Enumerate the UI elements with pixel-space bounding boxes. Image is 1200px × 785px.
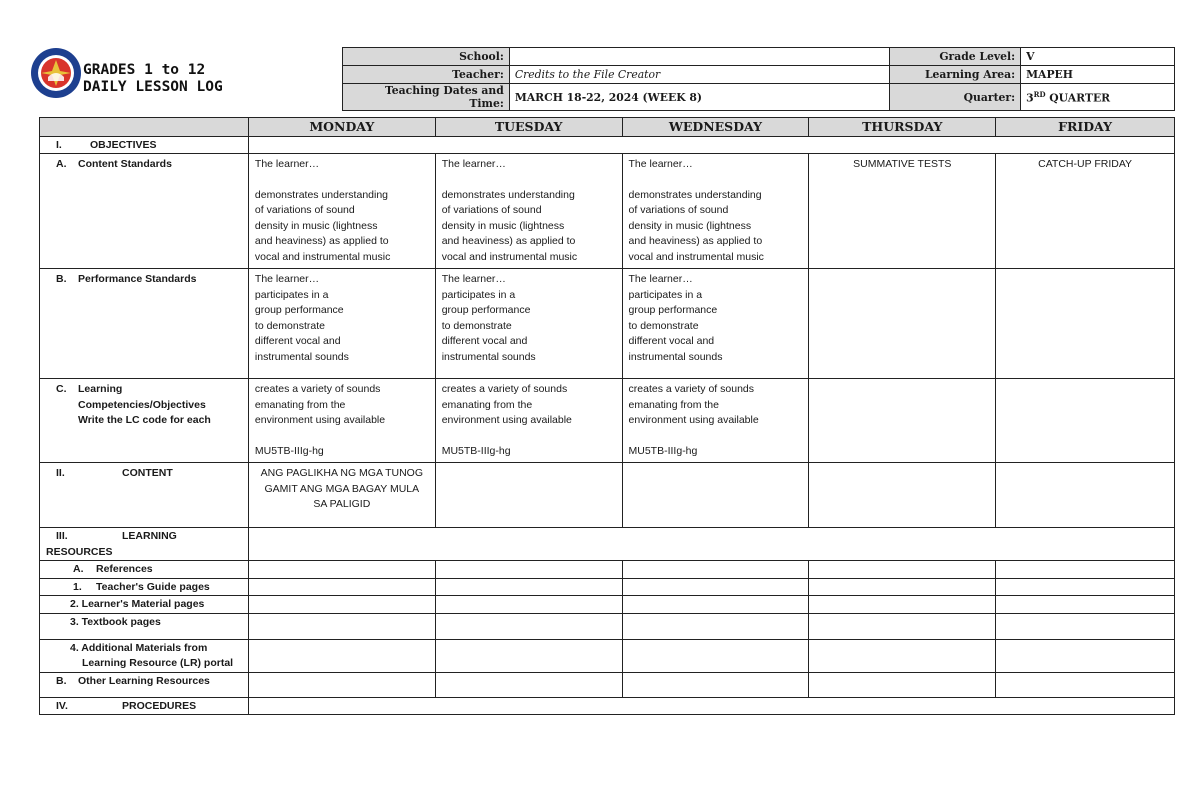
title-line-1: GRADES 1 to 12 <box>83 62 206 78</box>
other-resources-tuesday <box>435 672 622 697</box>
procedures-label: IV. PROCEDURES <box>40 697 249 715</box>
content-wednesday <box>622 463 809 528</box>
school-label: School: <box>343 48 510 66</box>
references-wednesday <box>622 561 809 579</box>
teacher-value: Credits to the File Creator <box>509 66 889 84</box>
procedures-row <box>40 697 1175 715</box>
grade-level-label: Grade Level: <box>890 48 1021 66</box>
quarter-label: Quarter: <box>890 84 1021 111</box>
objectives-row <box>40 136 1175 154</box>
competencies-friday <box>996 379 1175 463</box>
day-wednesday: WEDNESDAY <box>622 118 809 137</box>
lc-code: MU5TB-IIIg-hg <box>628 444 698 457</box>
lc-code: MU5TB-IIIg-hg <box>254 444 324 457</box>
additional-materials-wednesday <box>622 639 809 672</box>
textbook-friday <box>996 613 1175 639</box>
learners-material-monday <box>248 596 435 614</box>
content-tuesday <box>435 463 622 528</box>
content-friday <box>996 463 1175 528</box>
other-resources-monday <box>248 672 435 697</box>
textbook-wednesday <box>622 613 809 639</box>
teacher-label: Teacher: <box>343 66 510 84</box>
day-header-row <box>40 118 1175 137</box>
references-friday <box>996 561 1175 579</box>
additional-materials-monday <box>248 639 435 672</box>
additional-materials-row <box>40 639 1175 672</box>
content-standards-wednesday: The learner… demonstrates understanding of variations of sound density in music (lightness and heaviness) as applied to vocal and instrumental music <box>622 154 809 269</box>
document-title <box>83 62 223 96</box>
performance-standards-row <box>40 269 1175 379</box>
teachers-guide-row <box>40 578 1175 596</box>
references-row <box>40 561 1175 579</box>
content-standards-tuesday: The learner… demonstrates understanding of variations of sound density in music (lightness and heaviness) as applied to vocal and instrumental music <box>435 154 622 269</box>
teachers-guide-friday <box>996 578 1175 596</box>
competencies-wednesday: creates a variety of sounds emanating from the environment using available MU5TB-IIIg-hg <box>622 379 809 463</box>
references-monday <box>248 561 435 579</box>
other-resources-thursday <box>809 672 996 697</box>
content-thursday <box>809 463 996 528</box>
other-resources-row <box>40 672 1175 697</box>
learning-area-value: MAPEH <box>1021 66 1175 84</box>
performance-standards-friday <box>996 269 1175 379</box>
references-tuesday <box>435 561 622 579</box>
objectives-label: I. OBJECTIVES <box>40 136 249 154</box>
lc-code: MU5TB-IIIg-hg <box>441 444 511 457</box>
school-value <box>509 48 889 66</box>
competencies-label: C. Learning Competencies/Objectives Write the LC code for each <box>40 379 249 463</box>
competencies-thursday <box>809 379 996 463</box>
textbook-tuesday <box>435 613 622 639</box>
teachers-guide-wednesday <box>622 578 809 596</box>
content-monday: ANG PAGLIKHA NG MGA TUNOG GAMIT ANG MGA BAGAY MULA SA PALIGID <box>248 463 435 528</box>
textbook-label: 3. Textbook pages <box>40 613 249 639</box>
additional-materials-label: 4. Additional Materials from Learning Resource (LR) portal <box>40 639 249 672</box>
teachers-guide-thursday <box>809 578 996 596</box>
teaching-dates-label: Teaching Dates and Time: <box>343 84 510 111</box>
textbook-thursday <box>809 613 996 639</box>
other-resources-wednesday <box>622 672 809 697</box>
quarter-word: QUARTER <box>1045 91 1111 105</box>
references-thursday <box>809 561 996 579</box>
references-label: A. References <box>40 561 249 579</box>
learners-material-thursday <box>809 596 996 614</box>
content-standards-label: A. Content Standards <box>40 154 249 269</box>
other-resources-friday <box>996 672 1175 697</box>
learners-material-label: 2. Learner's Material pages <box>40 596 249 614</box>
performance-standards-wednesday: The learner… participates in a group performance to demonstrate different vocal and instrumental sounds <box>622 269 809 379</box>
content-standards-monday: The learner… demonstrates understanding of variations of sound density in music (lightness and heaviness) as applied to vocal and instrumental music <box>248 154 435 269</box>
learning-resources-row <box>40 528 1175 561</box>
day-tuesday: TUESDAY <box>435 118 622 137</box>
content-standards-row <box>40 154 1175 269</box>
content-row <box>40 463 1175 528</box>
objectives-span-cell <box>248 136 1174 154</box>
learners-material-friday <box>996 596 1175 614</box>
learners-material-wednesday <box>622 596 809 614</box>
teachers-guide-tuesday <box>435 578 622 596</box>
learners-material-tuesday <box>435 596 622 614</box>
content-standards-thursday: SUMMATIVE TESTS <box>809 154 996 269</box>
day-monday: MONDAY <box>248 118 435 137</box>
quarter-suffix: RD <box>1033 89 1046 99</box>
teaching-dates-value: MARCH 18-22, 2024 (WEEK 8) <box>509 84 889 111</box>
additional-materials-thursday <box>809 639 996 672</box>
content-standards-friday: CATCH-UP FRIDAY <box>996 154 1175 269</box>
teachers-guide-label: 1. Teacher's Guide pages <box>40 578 249 596</box>
corner-cell <box>40 118 249 137</box>
performance-standards-thursday <box>809 269 996 379</box>
performance-standards-label: B. Performance Standards <box>40 269 249 379</box>
deped-seal-logo <box>30 47 82 99</box>
additional-materials-friday <box>996 639 1175 672</box>
content-label: II. CONTENT <box>40 463 249 528</box>
quarter-number: 3 <box>1026 91 1034 105</box>
grade-level-value: V <box>1021 48 1175 66</box>
learning-area-label: Learning Area: <box>890 66 1021 84</box>
textbook-row <box>40 613 1175 639</box>
day-friday: FRIDAY <box>996 118 1175 137</box>
procedures-span-cell <box>248 697 1174 715</box>
learning-resources-span-cell <box>248 528 1174 561</box>
textbook-monday <box>248 613 435 639</box>
competencies-monday: creates a variety of sounds emanating from the environment using available MU5TB-IIIg-hg <box>248 379 435 463</box>
other-resources-label: B. Other Learning Resources <box>40 672 249 697</box>
teachers-guide-monday <box>248 578 435 596</box>
lesson-log-table <box>39 117 1175 715</box>
additional-materials-tuesday <box>435 639 622 672</box>
quarter-value <box>1021 84 1175 111</box>
competencies-row <box>40 379 1175 463</box>
learners-material-row <box>40 596 1175 614</box>
performance-standards-tuesday: The learner… participates in a group performance to demonstrate different vocal and instrumental sounds <box>435 269 622 379</box>
competencies-tuesday: creates a variety of sounds emanating from the environment using available MU5TB-IIIg-hg <box>435 379 622 463</box>
performance-standards-monday: The learner… participates in a group performance to demonstrate different vocal and instrumental sounds <box>248 269 435 379</box>
learning-resources-label: III. LEARNING RESOURCES <box>40 528 249 561</box>
day-thursday: THURSDAY <box>809 118 996 137</box>
title-line-2: DAILY LESSON LOG <box>83 79 223 95</box>
header-info-table <box>342 47 1175 111</box>
